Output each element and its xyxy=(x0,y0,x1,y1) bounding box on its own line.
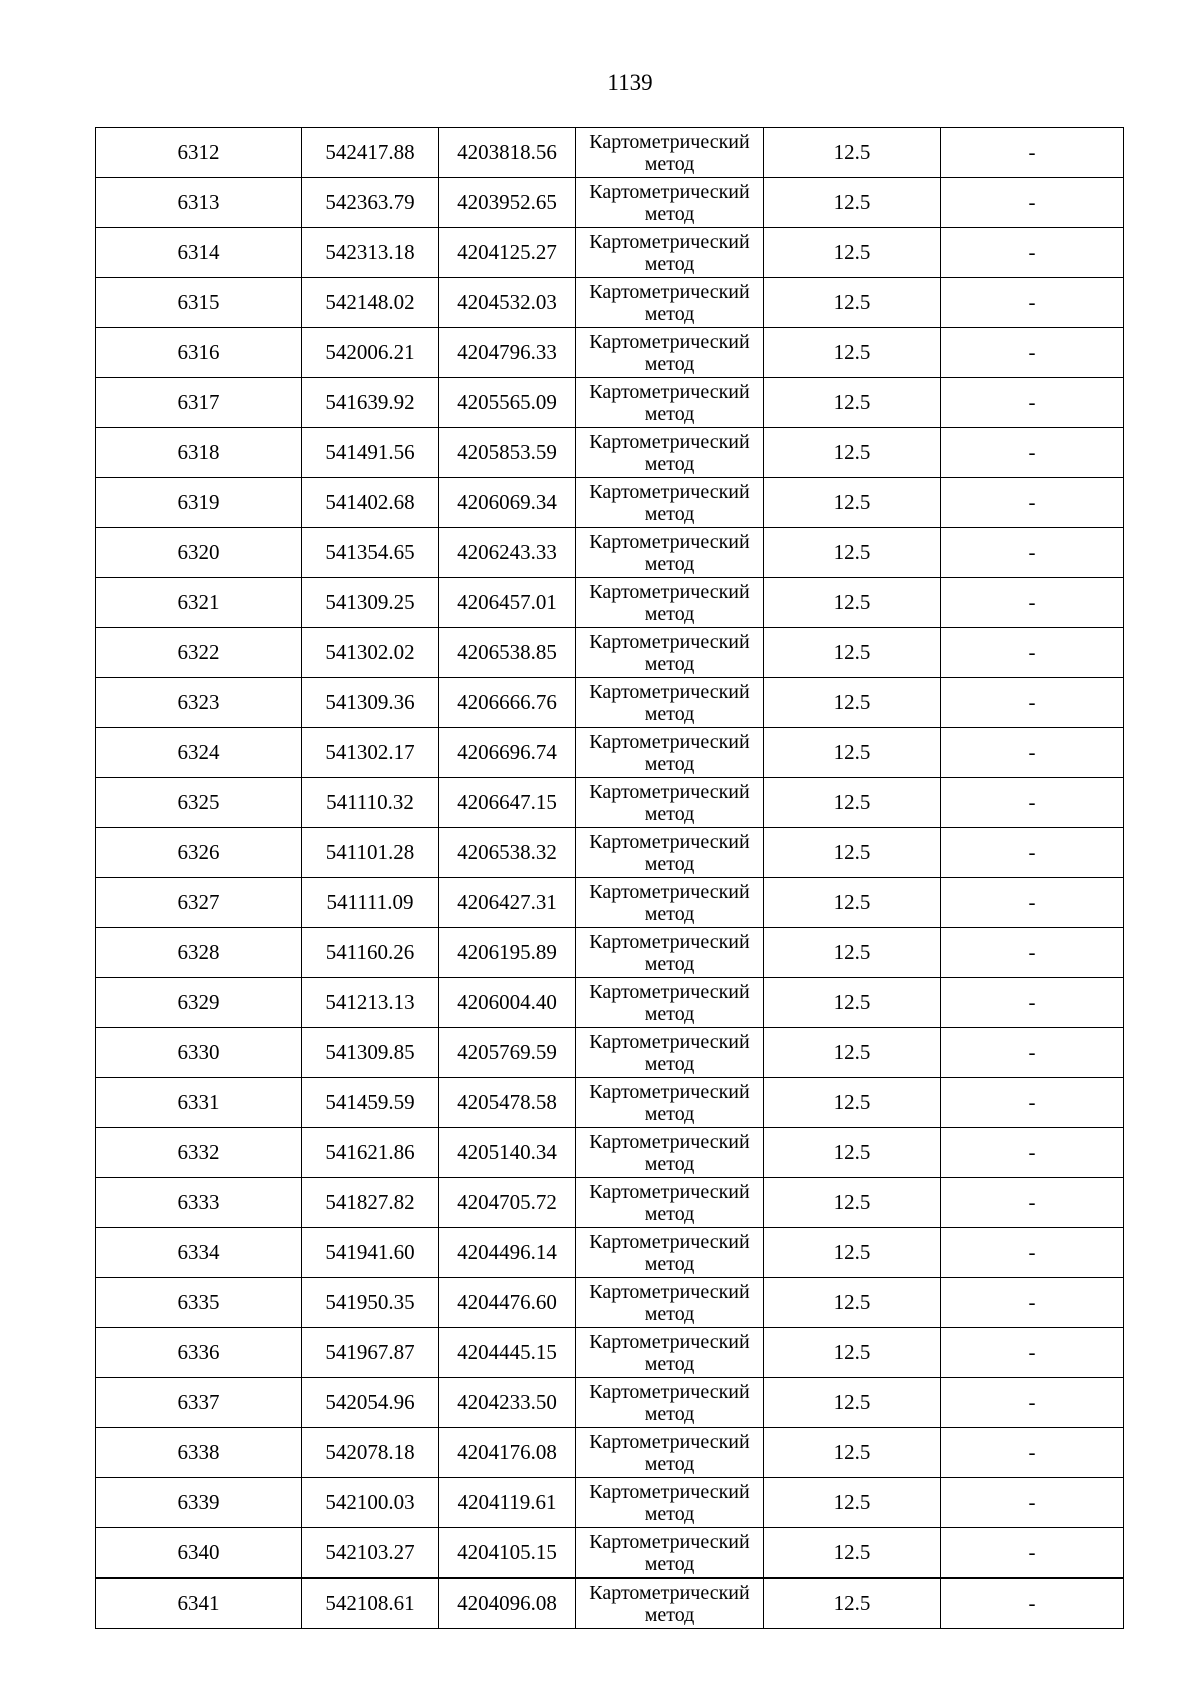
point-number-cell: 6326 xyxy=(96,828,302,878)
method-cell xyxy=(576,178,764,228)
method-line-1: Картометрический xyxy=(589,1080,750,1103)
method-line-1: Картометрический xyxy=(589,180,750,203)
method-line-1: Картометрический xyxy=(589,980,750,1003)
method-line-2: метод xyxy=(644,1252,695,1275)
accuracy-cell: 12.5 xyxy=(764,178,941,228)
point-number-cell: 6334 xyxy=(96,1228,302,1278)
point-number-cell: 6321 xyxy=(96,578,302,628)
x-coordinate-cell: 541101.28 xyxy=(302,828,439,878)
point-number-cell: 6329 xyxy=(96,978,302,1028)
table-row xyxy=(96,478,1124,528)
note-cell: - xyxy=(941,1328,1124,1378)
point-number-cell: 6336 xyxy=(96,1328,302,1378)
method-line-2: метод xyxy=(644,502,695,525)
table-row xyxy=(96,1428,1124,1478)
method-line-1: Картометрический xyxy=(589,1130,750,1153)
note-cell: - xyxy=(941,778,1124,828)
method-line-1: Картометрический xyxy=(589,130,750,153)
x-coordinate-cell: 541213.13 xyxy=(302,978,439,1028)
point-number-cell: 6338 xyxy=(96,1428,302,1478)
method-line-2: метод xyxy=(644,1202,695,1225)
method-cell xyxy=(576,778,764,828)
method-line-1: Картометрический xyxy=(589,330,750,353)
table-row xyxy=(96,428,1124,478)
method-cell xyxy=(576,328,764,378)
method-line-2: метод xyxy=(644,202,695,225)
x-coordinate-cell: 541354.65 xyxy=(302,528,439,578)
y-coordinate-cell: 4204096.08 xyxy=(439,1578,576,1629)
method-cell xyxy=(576,278,764,328)
x-coordinate-cell: 541110.32 xyxy=(302,778,439,828)
method-line-2: метод xyxy=(644,452,695,475)
x-coordinate-cell: 541309.85 xyxy=(302,1028,439,1078)
method-line-2: метод xyxy=(644,1102,695,1125)
method-line-1: Картометрический xyxy=(589,480,750,503)
table-row xyxy=(96,278,1124,328)
accuracy-cell: 12.5 xyxy=(764,128,941,178)
method-cell xyxy=(576,128,764,178)
point-number-cell: 6313 xyxy=(96,178,302,228)
note-cell: - xyxy=(941,978,1124,1028)
method-line-2: метод xyxy=(644,1402,695,1425)
method-line-2: метод xyxy=(644,252,695,275)
method-line-2: метод xyxy=(644,1352,695,1375)
accuracy-cell: 12.5 xyxy=(764,678,941,728)
accuracy-cell: 12.5 xyxy=(764,1078,941,1128)
table-row xyxy=(96,1478,1124,1528)
point-number-cell: 6316 xyxy=(96,328,302,378)
note-cell: - xyxy=(941,578,1124,628)
accuracy-cell: 12.5 xyxy=(764,228,941,278)
point-number-cell: 6325 xyxy=(96,778,302,828)
method-line-2: метод xyxy=(644,852,695,875)
method-line-2: метод xyxy=(644,1052,695,1075)
method-cell xyxy=(576,1078,764,1128)
accuracy-cell: 12.5 xyxy=(764,978,941,1028)
method-cell xyxy=(576,378,764,428)
note-cell: - xyxy=(941,1028,1124,1078)
method-cell xyxy=(576,1178,764,1228)
method-line-2: метод xyxy=(644,1502,695,1525)
method-line-1: Картометрический xyxy=(589,280,750,303)
x-coordinate-cell: 541639.92 xyxy=(302,378,439,428)
method-cell xyxy=(576,728,764,778)
method-line-2: метод xyxy=(644,1552,695,1575)
method-cell xyxy=(576,528,764,578)
x-coordinate-cell: 542108.61 xyxy=(302,1578,439,1629)
note-cell: - xyxy=(941,628,1124,678)
method-line-1: Картометрический xyxy=(589,580,750,603)
x-coordinate-cell: 541309.36 xyxy=(302,678,439,728)
y-coordinate-cell: 4204476.60 xyxy=(439,1278,576,1328)
method-line-1: Картометрический xyxy=(589,1230,750,1253)
y-coordinate-cell: 4204105.15 xyxy=(439,1528,576,1579)
method-line-2: метод xyxy=(644,702,695,725)
y-coordinate-cell: 4203818.56 xyxy=(439,128,576,178)
x-coordinate-cell: 542313.18 xyxy=(302,228,439,278)
note-cell: - xyxy=(941,1228,1124,1278)
note-cell: - xyxy=(941,278,1124,328)
accuracy-cell: 12.5 xyxy=(764,1228,941,1278)
method-line-1: Картометрический xyxy=(589,830,750,853)
note-cell: - xyxy=(941,878,1124,928)
point-number-cell: 6317 xyxy=(96,378,302,428)
note-cell: - xyxy=(941,1478,1124,1528)
method-line-1: Картометрический xyxy=(589,1280,750,1303)
x-coordinate-cell: 542148.02 xyxy=(302,278,439,328)
method-line-2: метод xyxy=(644,752,695,775)
method-cell xyxy=(576,928,764,978)
method-cell xyxy=(576,578,764,628)
point-number-cell: 6318 xyxy=(96,428,302,478)
y-coordinate-cell: 4205769.59 xyxy=(439,1028,576,1078)
table-row xyxy=(96,1278,1124,1328)
accuracy-cell: 12.5 xyxy=(764,1028,941,1078)
table-row xyxy=(96,1178,1124,1228)
method-line-2: метод xyxy=(644,802,695,825)
note-cell: - xyxy=(941,228,1124,278)
accuracy-cell: 12.5 xyxy=(764,328,941,378)
method-cell xyxy=(576,478,764,528)
y-coordinate-cell: 4205853.59 xyxy=(439,428,576,478)
point-number-cell: 6314 xyxy=(96,228,302,278)
point-number-cell: 6331 xyxy=(96,1078,302,1128)
point-number-cell: 6337 xyxy=(96,1378,302,1428)
method-line-1: Картометрический xyxy=(589,1581,750,1604)
method-line-2: метод xyxy=(644,1002,695,1025)
method-cell xyxy=(576,1028,764,1078)
method-line-1: Картометрический xyxy=(589,880,750,903)
method-line-1: Картометрический xyxy=(589,530,750,553)
note-cell: - xyxy=(941,1278,1124,1328)
method-cell xyxy=(576,428,764,478)
accuracy-cell: 12.5 xyxy=(764,478,941,528)
method-line-2: метод xyxy=(644,902,695,925)
point-number-cell: 6340 xyxy=(96,1528,302,1579)
note-cell: - xyxy=(941,1378,1124,1428)
y-coordinate-cell: 4204532.03 xyxy=(439,278,576,328)
point-number-cell: 6320 xyxy=(96,528,302,578)
accuracy-cell: 12.5 xyxy=(764,1578,941,1629)
note-cell: - xyxy=(941,328,1124,378)
table-row xyxy=(96,1378,1124,1428)
point-number-cell: 6330 xyxy=(96,1028,302,1078)
x-coordinate-cell: 541459.59 xyxy=(302,1078,439,1128)
y-coordinate-cell: 4203952.65 xyxy=(439,178,576,228)
table-row xyxy=(96,828,1124,878)
method-line-2: метод xyxy=(644,1302,695,1325)
y-coordinate-cell: 4204496.14 xyxy=(439,1228,576,1278)
y-coordinate-cell: 4206069.34 xyxy=(439,478,576,528)
table-row xyxy=(96,628,1124,678)
table-row xyxy=(96,228,1124,278)
x-coordinate-cell: 541302.17 xyxy=(302,728,439,778)
point-number-cell: 6341 xyxy=(96,1578,302,1629)
accuracy-cell: 12.5 xyxy=(764,378,941,428)
point-number-cell: 6339 xyxy=(96,1478,302,1528)
x-coordinate-cell: 542078.18 xyxy=(302,1428,439,1478)
method-line-1: Картометрический xyxy=(589,1430,750,1453)
note-cell: - xyxy=(941,678,1124,728)
table-row xyxy=(96,1578,1124,1629)
y-coordinate-cell: 4204119.61 xyxy=(439,1478,576,1528)
x-coordinate-cell: 541941.60 xyxy=(302,1228,439,1278)
table-row xyxy=(96,778,1124,828)
x-coordinate-cell: 541827.82 xyxy=(302,1178,439,1228)
point-number-cell: 6332 xyxy=(96,1128,302,1178)
x-coordinate-cell: 541160.26 xyxy=(302,928,439,978)
y-coordinate-cell: 4204445.15 xyxy=(439,1328,576,1378)
method-cell xyxy=(576,828,764,878)
x-coordinate-cell: 541402.68 xyxy=(302,478,439,528)
point-number-cell: 6323 xyxy=(96,678,302,728)
accuracy-cell: 12.5 xyxy=(764,578,941,628)
y-coordinate-cell: 4206195.89 xyxy=(439,928,576,978)
x-coordinate-cell: 542103.27 xyxy=(302,1528,439,1579)
accuracy-cell: 12.5 xyxy=(764,1328,941,1378)
y-coordinate-cell: 4206538.32 xyxy=(439,828,576,878)
table-row xyxy=(96,1028,1124,1078)
method-cell xyxy=(576,1228,764,1278)
point-number-cell: 6324 xyxy=(96,728,302,778)
accuracy-cell: 12.5 xyxy=(764,1478,941,1528)
method-line-1: Картометрический xyxy=(589,1180,750,1203)
method-line-2: метод xyxy=(644,352,695,375)
method-line-1: Картометрический xyxy=(589,1530,750,1553)
y-coordinate-cell: 4206004.40 xyxy=(439,978,576,1028)
point-number-cell: 6322 xyxy=(96,628,302,678)
method-cell xyxy=(576,978,764,1028)
method-cell xyxy=(576,1578,764,1629)
point-number-cell: 6328 xyxy=(96,928,302,978)
method-line-2: метод xyxy=(644,552,695,575)
table-row xyxy=(96,328,1124,378)
table-row xyxy=(96,178,1124,228)
note-cell: - xyxy=(941,378,1124,428)
note-cell: - xyxy=(941,1128,1124,1178)
accuracy-cell: 12.5 xyxy=(764,428,941,478)
point-number-cell: 6335 xyxy=(96,1278,302,1328)
y-coordinate-cell: 4206647.15 xyxy=(439,778,576,828)
table-row xyxy=(96,1078,1124,1128)
note-cell: - xyxy=(941,128,1124,178)
y-coordinate-cell: 4204176.08 xyxy=(439,1428,576,1478)
y-coordinate-cell: 4204125.27 xyxy=(439,228,576,278)
y-coordinate-cell: 4205478.58 xyxy=(439,1078,576,1128)
method-cell xyxy=(576,678,764,728)
method-cell xyxy=(576,1478,764,1528)
method-cell xyxy=(576,1128,764,1178)
point-number-cell: 6333 xyxy=(96,1178,302,1228)
method-line-1: Картометрический xyxy=(589,430,750,453)
method-line-2: метод xyxy=(644,302,695,325)
table-row xyxy=(96,928,1124,978)
note-cell: - xyxy=(941,478,1124,528)
x-coordinate-cell: 542006.21 xyxy=(302,328,439,378)
accuracy-cell: 12.5 xyxy=(764,778,941,828)
method-line-2: метод xyxy=(644,1152,695,1175)
method-line-1: Картометрический xyxy=(589,230,750,253)
y-coordinate-cell: 4204233.50 xyxy=(439,1378,576,1428)
y-coordinate-cell: 4206666.76 xyxy=(439,678,576,728)
method-line-2: метод xyxy=(644,952,695,975)
note-cell: - xyxy=(941,828,1124,878)
note-cell: - xyxy=(941,928,1124,978)
table-row xyxy=(96,1228,1124,1278)
x-coordinate-cell: 541621.86 xyxy=(302,1128,439,1178)
point-number-cell: 6319 xyxy=(96,478,302,528)
table-row xyxy=(96,528,1124,578)
note-cell: - xyxy=(941,428,1124,478)
accuracy-cell: 12.5 xyxy=(764,628,941,678)
table-row xyxy=(96,578,1124,628)
y-coordinate-cell: 4206243.33 xyxy=(439,528,576,578)
accuracy-cell: 12.5 xyxy=(764,1128,941,1178)
method-cell xyxy=(576,878,764,928)
method-line-1: Картометрический xyxy=(589,1380,750,1403)
accuracy-cell: 12.5 xyxy=(764,1178,941,1228)
point-number-cell: 6315 xyxy=(96,278,302,328)
table-row xyxy=(96,678,1124,728)
method-line-1: Картометрический xyxy=(589,780,750,803)
table-row xyxy=(96,1528,1124,1579)
method-cell xyxy=(576,628,764,678)
point-number-cell: 6312 xyxy=(96,128,302,178)
accuracy-cell: 12.5 xyxy=(764,1428,941,1478)
x-coordinate-cell: 541111.09 xyxy=(302,878,439,928)
x-coordinate-cell: 541950.35 xyxy=(302,1278,439,1328)
table-row xyxy=(96,728,1124,778)
method-line-2: метод xyxy=(644,652,695,675)
method-line-1: Картометрический xyxy=(589,630,750,653)
accuracy-cell: 12.5 xyxy=(764,828,941,878)
table-row xyxy=(96,1128,1124,1178)
note-cell: - xyxy=(941,1578,1124,1629)
page-number: 1139 xyxy=(607,70,653,95)
accuracy-cell: 12.5 xyxy=(764,1528,941,1579)
y-coordinate-cell: 4206538.85 xyxy=(439,628,576,678)
table-row xyxy=(96,378,1124,428)
y-coordinate-cell: 4205140.34 xyxy=(439,1128,576,1178)
accuracy-cell: 12.5 xyxy=(764,1278,941,1328)
table-body xyxy=(96,128,1124,1629)
y-coordinate-cell: 4205565.09 xyxy=(439,378,576,428)
accuracy-cell: 12.5 xyxy=(764,278,941,328)
y-coordinate-cell: 4206427.31 xyxy=(439,878,576,928)
note-cell: - xyxy=(941,528,1124,578)
note-cell: - xyxy=(941,178,1124,228)
method-line-1: Картометрический xyxy=(589,1030,750,1053)
note-cell: - xyxy=(941,1428,1124,1478)
table-row xyxy=(96,128,1124,178)
x-coordinate-cell: 541491.56 xyxy=(302,428,439,478)
y-coordinate-cell: 4204796.33 xyxy=(439,328,576,378)
table-row xyxy=(96,878,1124,928)
table-row xyxy=(96,978,1124,1028)
accuracy-cell: 12.5 xyxy=(764,928,941,978)
accuracy-cell: 12.5 xyxy=(764,1378,941,1428)
method-cell xyxy=(576,1328,764,1378)
method-line-1: Картометрический xyxy=(589,730,750,753)
x-coordinate-cell: 542100.03 xyxy=(302,1478,439,1528)
accuracy-cell: 12.5 xyxy=(764,528,941,578)
note-cell: - xyxy=(941,1528,1124,1579)
y-coordinate-cell: 4204705.72 xyxy=(439,1178,576,1228)
method-cell xyxy=(576,1528,764,1579)
x-coordinate-cell: 542417.88 xyxy=(302,128,439,178)
x-coordinate-cell: 541309.25 xyxy=(302,578,439,628)
method-line-1: Картометрический xyxy=(589,930,750,953)
method-cell xyxy=(576,1278,764,1328)
coordinates-table xyxy=(95,127,1124,1629)
method-line-1: Картометрический xyxy=(589,680,750,703)
accuracy-cell: 12.5 xyxy=(764,728,941,778)
method-cell xyxy=(576,1428,764,1478)
method-line-1: Картометрический xyxy=(589,380,750,403)
point-number-cell: 6327 xyxy=(96,878,302,928)
y-coordinate-cell: 4206696.74 xyxy=(439,728,576,778)
x-coordinate-cell: 541967.87 xyxy=(302,1328,439,1378)
x-coordinate-cell: 541302.02 xyxy=(302,628,439,678)
method-line-2: метод xyxy=(644,1452,695,1475)
note-cell: - xyxy=(941,1178,1124,1228)
y-coordinate-cell: 4206457.01 xyxy=(439,578,576,628)
note-cell: - xyxy=(941,728,1124,778)
method-cell xyxy=(576,1378,764,1428)
table-row xyxy=(96,1328,1124,1378)
method-line-1: Картометрический xyxy=(589,1330,750,1353)
accuracy-cell: 12.5 xyxy=(764,878,941,928)
method-line-2: метод xyxy=(644,1603,695,1626)
method-line-1: Картометрический xyxy=(589,1480,750,1503)
note-cell: - xyxy=(941,1078,1124,1128)
method-cell xyxy=(576,228,764,278)
x-coordinate-cell: 542054.96 xyxy=(302,1378,439,1428)
method-line-2: метод xyxy=(644,602,695,625)
x-coordinate-cell: 542363.79 xyxy=(302,178,439,228)
method-line-2: метод xyxy=(644,152,695,175)
method-line-2: метод xyxy=(644,402,695,425)
